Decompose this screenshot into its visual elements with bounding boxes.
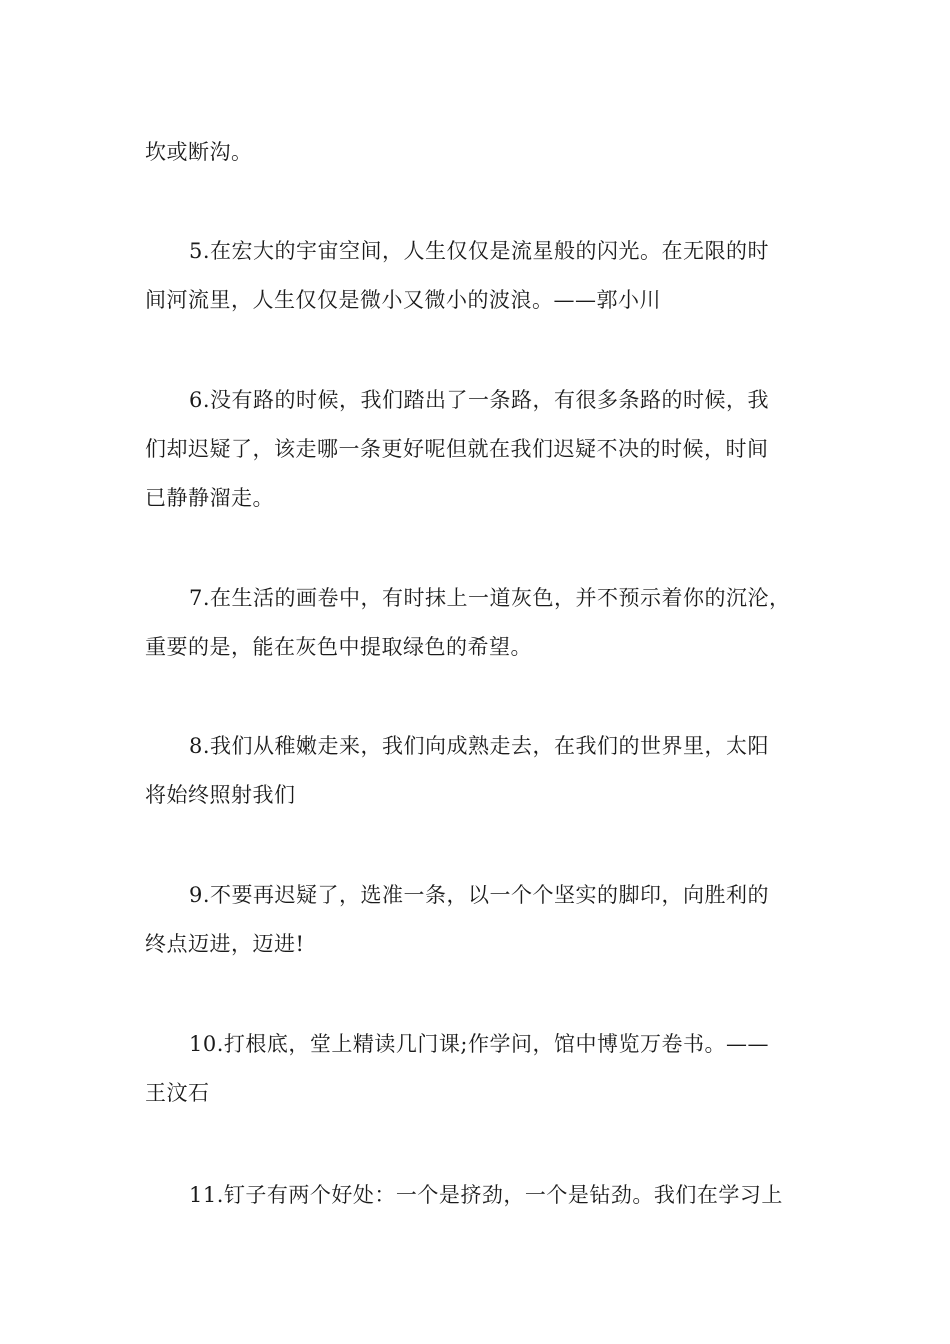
paragraph-5-line-1: 5.在宏大的宇宙空间，人生仅仅是流星般的闪光。在无限的时 xyxy=(189,239,770,263)
paragraph-6-line-3: 已静静溜走。 xyxy=(145,486,274,510)
paragraph-11-line-1: 11.钉子有两个好处：一个是挤劲，一个是钻劲。我们在学习上 xyxy=(189,1183,783,1207)
paragraph-7-line-2: 重要的是，能在灰色中提取绿色的希望。 xyxy=(145,635,532,659)
paragraph-10-line-2: 王汶石 xyxy=(145,1081,210,1105)
paragraph-8-line-2: 将始终照射我们 xyxy=(145,783,296,807)
paragraph-10-line-1: 10.打根底，堂上精读几门课;作学问，馆中博览万卷书。—— xyxy=(189,1032,769,1056)
paragraph-8-line-1: 8.我们从稚嫩走来，我们向成熟走去，在我们的世界里，太阳 xyxy=(189,734,770,758)
paragraph-9-line-2: 终点迈进，迈进! xyxy=(145,932,305,956)
paragraph-7-line-1: 7.在生活的画卷中，有时抹上一道灰色，并不预示着你的沉沦， xyxy=(189,586,791,610)
paragraph-9-line-1: 9.不要再迟疑了，选准一条，以一个个坚实的脚印，向胜利的 xyxy=(189,883,770,907)
paragraph-5-line-2: 间河流里，人生仅仅是微小又微小的波浪。——郭小川 xyxy=(145,288,661,312)
paragraph-6-line-1: 6.没有路的时候，我们踏出了一条路，有很多条路的时候，我 xyxy=(189,388,770,412)
paragraph-4-line-1: 坎或断沟。 xyxy=(145,140,253,164)
paragraph-6-line-2: 们却迟疑了，该走哪一条更好呢但就在我们迟疑不决的时候，时间 xyxy=(145,437,769,461)
